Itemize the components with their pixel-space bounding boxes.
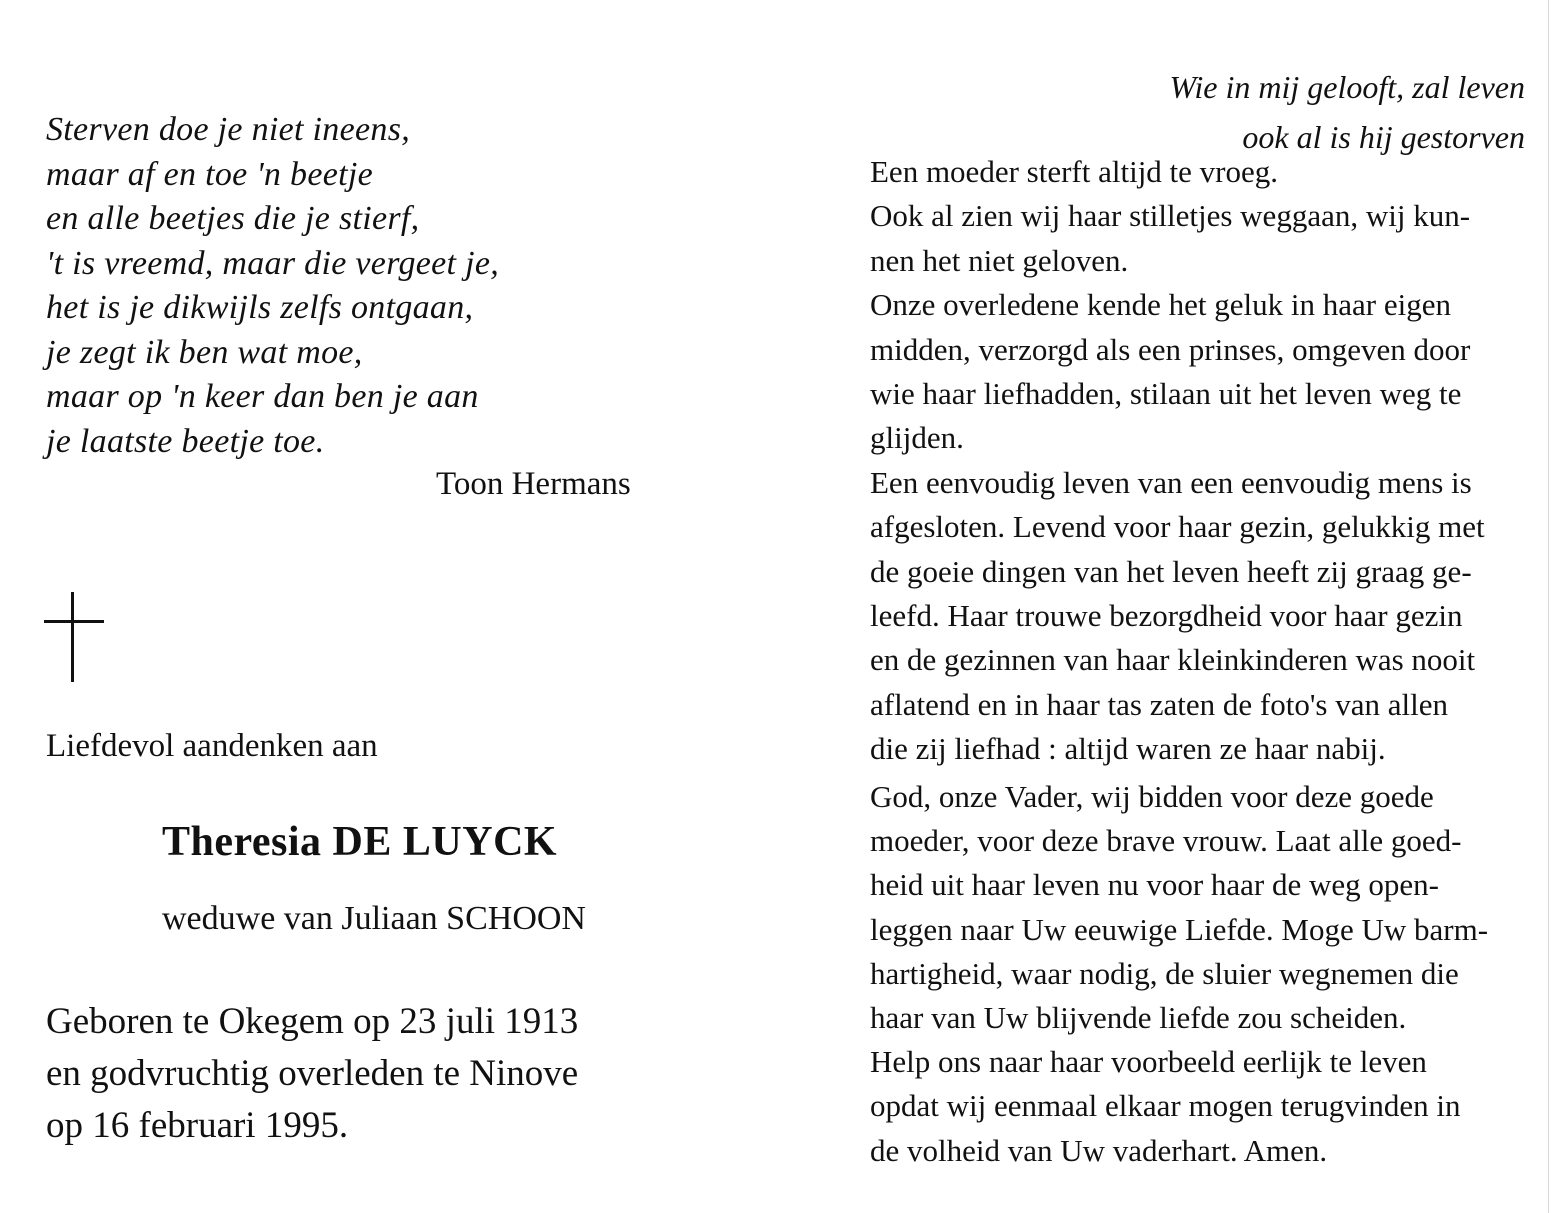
tribute-line: leefd. Haar trouwe bezorgdheid voor haar gezin — [870, 598, 1463, 634]
poem-line: je laatste beetje toe. — [46, 422, 325, 460]
tribute-line: Ook al zien wij haar stilletjes weggaan, wij kun- — [870, 198, 1471, 234]
poem-line: je zegt ik ben wat moe, — [46, 333, 363, 371]
prayer-line: Help ons naar haar voorbeeld eerlijk te leven — [870, 1044, 1427, 1080]
poem-author: Toon Hermans — [436, 466, 631, 502]
tribute-line: wie haar liefhadden, stilaan uit het leven weg te — [870, 376, 1462, 412]
tribute-line: aflatend en in haar tas zaten de foto's van allen — [870, 686, 1448, 722]
bible-quote — [1170, 62, 1525, 162]
prayer-line: heid uit haar leven nu voor haar de weg open- — [870, 867, 1439, 903]
quote-line: ook al is hij gestorven — [1242, 119, 1525, 155]
death-line: en godvruchtig overleden te Ninove — [46, 1053, 579, 1094]
tribute-text — [870, 150, 1525, 772]
prayer-line: leggen naar Uw eeuwige Liefde. Moge Uw barm- — [870, 911, 1489, 947]
birth-death-info — [46, 996, 666, 1152]
prayer-line: opdat wij eenmaal elkaar mogen terugvinden in — [870, 1088, 1461, 1124]
tribute-line: Onze overledene kende het geluk in haar eigen — [870, 287, 1451, 323]
tribute-line: Een moeder sterft altijd te vroeg. — [870, 154, 1279, 189]
poem-line: maar op 'n keer dan ben je aan — [46, 378, 479, 415]
tribute-line: die zij liefhad : altijd waren ze haar nabij. — [870, 731, 1386, 767]
poem-line: 't is vreemd, maar die vergeet je, — [46, 244, 500, 282]
prayer-line: hartigheid, waar nodig, de sluier wegnemen die — [870, 955, 1459, 991]
remembrance-intro: Liefdevol aandenken aan — [46, 728, 378, 764]
tribute-line: glijden. — [870, 420, 964, 456]
prayer-line: haar van Uw blijvende liefde zou scheiden. — [870, 1000, 1407, 1036]
prayer-text — [870, 775, 1525, 1173]
quote-line: Wie in mij gelooft, zal leven — [1169, 69, 1525, 105]
tribute-line: Een eenvoudig leven van een eenvoudig mens is — [870, 464, 1472, 500]
widow-line: weduwe van Juliaan SCHOON — [162, 900, 586, 937]
prayer-line: God, onze Vader, wij bidden voor deze goede — [870, 779, 1434, 814]
poem — [46, 108, 606, 464]
poem-line: en alle beetjes die je stierf, — [46, 200, 420, 237]
prayer-line: moeder, voor deze brave vrouw. Laat alle goed- — [870, 823, 1462, 859]
poem-line: maar af en toe 'n beetje — [46, 155, 373, 193]
deceased-name: Theresia DE LUYCK — [162, 819, 558, 865]
tribute-line: midden, verzorgd als een prinses, omgeven door — [870, 331, 1471, 367]
tribute-line: en de gezinnen van haar kleinkinderen was nooit — [870, 642, 1476, 678]
poem-line: Sterven doe je niet ineens, — [46, 111, 411, 148]
card-edge-divider — [1548, 0, 1549, 1213]
prayer-line: de volheid van Uw vaderhart. Amen. — [870, 1132, 1328, 1168]
birth-line: Geboren te Okegem op 23 juli 1913 — [46, 1001, 579, 1042]
tribute-line: de goeie dingen van het leven heeft zij graag ge- — [870, 553, 1472, 589]
tribute-line: nen het niet geloven. — [870, 242, 1129, 278]
cross-icon — [44, 592, 104, 682]
tribute-line: afgesloten. Levend voor haar gezin, gelukkig met — [870, 509, 1485, 545]
death-date-line: op 16 februari 1995. — [46, 1105, 349, 1146]
poem-line: het is je dikwijls zelfs ontgaan, — [46, 289, 474, 326]
